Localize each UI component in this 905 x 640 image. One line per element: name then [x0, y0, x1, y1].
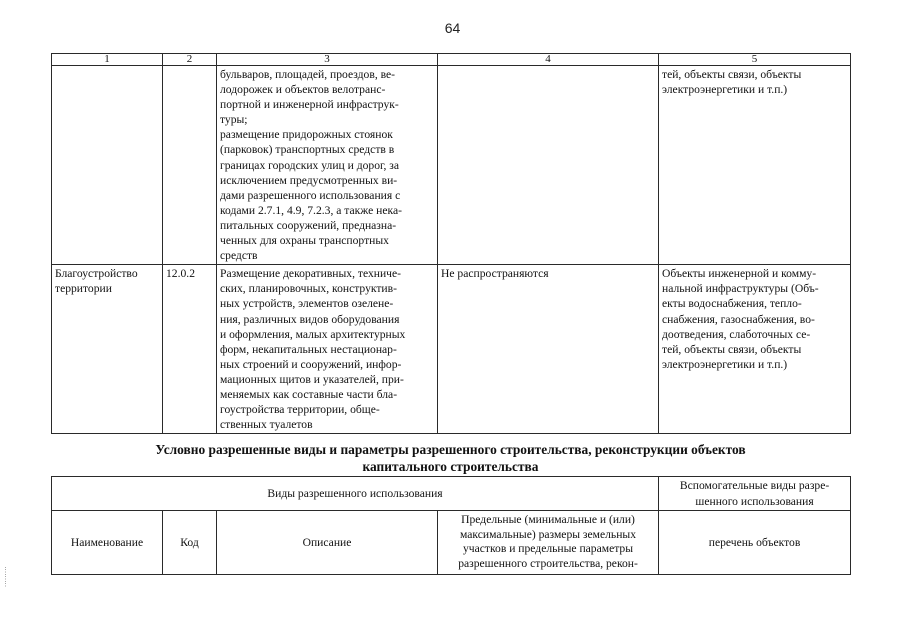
auxiliary-uses-header-text: Вспомогательные виды разре- шенного использования	[679, 479, 830, 508]
use-parameters-cell	[438, 265, 659, 434]
use-description-cell	[217, 66, 438, 265]
use-parameters-cell	[438, 66, 659, 265]
auxiliary-objects: тей, объекты связи, объекты электроэнергетики и т.п.)	[662, 68, 802, 97]
auxiliary-objects-cell	[659, 265, 851, 434]
page-number: 64	[444, 20, 461, 36]
column-header-description: Описание	[217, 511, 438, 575]
use-description: бульваров, площадей, проездов, ве- лодорожек и объектов велотранс- портной и инженерной инфраструк- туры; размещение придорожных стоянок (парковок) транспортных средств в границах городских улиц и дорог, за исключением предусмотренных ви- дами разрешенного использования с кодами 2.7.1, 4.9, 7.2.3, а также нека- питальных сооружений, предназна- ченных для охраны транспортных средств	[220, 68, 402, 263]
permitted-uses-header	[52, 477, 659, 511]
auxiliary-objects-cell	[659, 66, 851, 265]
auxiliary-uses-header	[659, 477, 851, 511]
use-description-cell	[217, 265, 438, 434]
column-number: 4	[438, 54, 659, 66]
regulations-table-continued	[51, 53, 851, 434]
use-name-cell	[52, 265, 163, 434]
column-number: 5	[659, 54, 851, 66]
permitted-uses-header-text: Виды разрешенного использования	[267, 486, 443, 500]
column-number-row	[52, 54, 851, 66]
column-number: 2	[163, 54, 217, 66]
column-header-name: Наименование	[52, 511, 163, 575]
use-parameters: Не распространяются	[441, 267, 549, 281]
table-row	[52, 66, 851, 265]
use-description: Размещение декоративных, техниче- ских, планировочных, конструктив- ных устройств, элементов озелене- ния, различных видов оборудования и оформления, малых архитектурных форм, некапитальных нестационар- ных строений и сооружений, инфор- мационных щитов и указателей, при- меняемых как составные части бла- гоустройства территории, обще- ственных туалетов	[220, 267, 406, 432]
use-name-cell	[52, 66, 163, 265]
conditional-uses-table	[51, 476, 851, 575]
margin-marks: ⋮ ⋮ ⋮	[2, 566, 9, 588]
use-code: 12.0.2	[166, 267, 195, 281]
header-group-row	[52, 477, 851, 511]
use-code-cell	[163, 265, 217, 434]
column-header-auxiliary: перечень объектов	[659, 511, 851, 575]
use-code-cell	[163, 66, 217, 265]
column-header-parameters	[438, 511, 659, 575]
column-header-code: Код	[163, 511, 217, 575]
column-number: 3	[217, 54, 438, 66]
column-number: 1	[52, 54, 163, 66]
use-name: Благоустройство территории	[55, 267, 138, 296]
header-columns-row	[52, 511, 851, 575]
section-heading: Условно разрешенные виды и параметры разрешенного строительства, реконструкции объектов капитального строительства	[155, 442, 746, 474]
column-header-parameters-text: Предельные (минимальные и (или) максимальные) размеры земельных участков и предельные параметры разрешенного строительства, рекон-	[458, 513, 638, 570]
auxiliary-objects: Объекты инженерной и комму- нальной инфраструктуры (Объ- екты водоснабжения, тепло- снабжения, газоснабжения, во- доотведения, слаботочных се- тей, объекты связи, объекты электроэнергетики и т.п.)	[662, 267, 819, 371]
table-row	[52, 265, 851, 434]
